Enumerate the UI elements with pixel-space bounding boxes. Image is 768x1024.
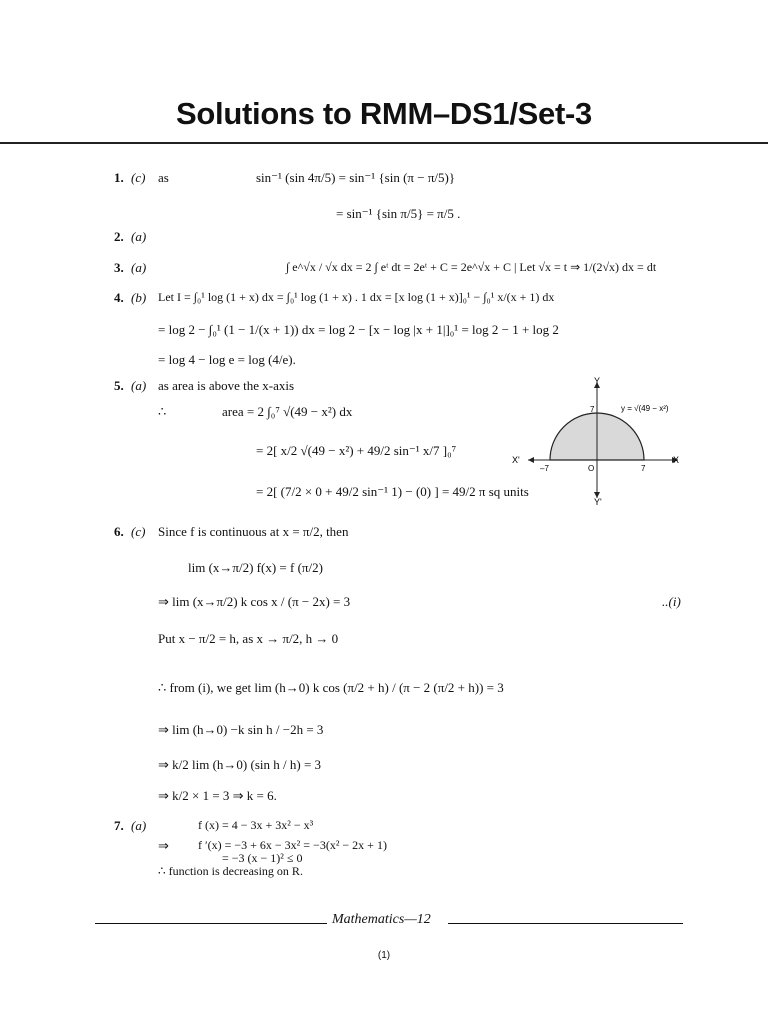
equation-line: ∴ from (i), we get lim (h→0) k cos (π/2 + h) / (π − 2 (π/2 + h)) = 3: [158, 680, 504, 695]
equation-line: = −3 (x − 1)² ≤ 0: [222, 851, 303, 865]
top7-label: 7: [590, 405, 595, 414]
equation-line: = log 2 − ∫₀¹ (1 − 1/(x + 1)) dx = log 2 − [x − log |x + 1|]₀¹ = log 2 − 1 + log 2: [158, 322, 559, 337]
intro-text: as area is above the x-axis: [158, 378, 295, 393]
equation-line: f (x) = 4 − 3x + 3x² − x³: [198, 818, 314, 832]
question-number: 3.: [114, 260, 124, 275]
x-axis-label: X: [673, 455, 680, 465]
page-title: Solutions to RMM–DS1/Set-3: [176, 96, 592, 131]
answer-option: (a): [131, 260, 147, 275]
implies-symbol: ⇒: [158, 838, 169, 853]
answer-option: (b): [131, 290, 147, 305]
x-prime-label: X': [512, 455, 520, 465]
footer-subject: Mathematics—12: [332, 912, 431, 927]
equation-tag: ..(i): [662, 594, 681, 609]
equation-line: = 2[ (7/2 × 0 + 49/2 sin⁻¹ 1) − (0) ] = 49/2 π sq units: [256, 484, 529, 499]
question-number: 1.: [114, 170, 124, 185]
answer-option: (a): [131, 229, 147, 244]
answer-option: (c): [131, 524, 146, 539]
equation-line: Let I = ∫₀¹ log (1 + x) dx = ∫₀¹ log (1 + x) . 1 dx = [x log (1 + x)]₀¹ − ∫₀¹ x/(x + 1) dx: [158, 290, 555, 304]
origin-label: O: [588, 464, 595, 473]
equation-line: ∫ e^√x / √x dx = 2 ∫ eᵗ dt = 2eᵗ + C = 2e^√x + C | Let √x = t ⇒ 1/(2√x) dx = dt: [286, 260, 657, 274]
question-number: 7.: [114, 818, 124, 833]
x-axis-neg-arrow: [528, 457, 534, 463]
footer-rule-left: [95, 923, 327, 924]
equation-line: lim (x→π/2) f(x) = f (π/2): [188, 560, 323, 575]
equation-line: sin⁻¹ (sin 4π/5) = sin⁻¹ {sin (π − π/5)}: [256, 170, 456, 185]
answer-option: (c): [131, 170, 146, 185]
question-number: 5.: [114, 378, 124, 393]
equation-line: f ′(x) = −3 + 6x − 3x² = −3(x² − 2x + 1): [198, 838, 387, 852]
y-axis-label: Y: [594, 376, 601, 386]
conclusion-line: ∴ function is decreasing on R.: [158, 864, 303, 878]
semicircle-graph: [510, 374, 690, 506]
question-number: 6.: [114, 524, 124, 539]
footer-rule-right: [448, 923, 683, 924]
equation-line: Put x − π/2 = h, as x → π/2, h → 0: [158, 631, 339, 646]
answer-option: (a): [131, 818, 147, 833]
equation-line: = log 4 − log e = log (4/e).: [158, 352, 296, 367]
neg7-label: –7: [540, 464, 549, 473]
equation-line: ⇒ lim (h→0) −k sin h / −2h = 3: [158, 722, 324, 737]
title-rule: [0, 142, 768, 144]
curve-label: y = √(49 − x²): [621, 404, 669, 413]
equation-line: = sin⁻¹ {sin π/5} = π/5 .: [336, 206, 461, 221]
answer-option: (a): [131, 378, 147, 393]
equation-line: ⇒ k/2 lim (h→0) (sin h / h) = 3: [158, 757, 322, 772]
equation-line: ⇒ k/2 × 1 = 3 ⇒ k = 6.: [158, 788, 277, 803]
page-number: (1): [377, 950, 391, 961]
intro-text: as: [158, 170, 169, 185]
y-prime-label: Y': [594, 497, 602, 506]
equation-line: Since f is continuous at x = π/2, then: [158, 524, 349, 539]
question-number: 4.: [114, 290, 124, 305]
equation-line: area = 2 ∫₀⁷ √(49 − x²) dx: [222, 404, 353, 419]
question-number: 2.: [114, 229, 124, 244]
pos7-label: 7: [641, 464, 646, 473]
equation-line: ⇒ lim (x→π/2) k cos x / (π − 2x) = 3: [158, 594, 351, 609]
therefore-symbol: ∴: [158, 404, 167, 419]
equation-line: = 2[ x/2 √(49 − x²) + 49/2 sin⁻¹ x/7 ]₀⁷: [256, 443, 457, 458]
